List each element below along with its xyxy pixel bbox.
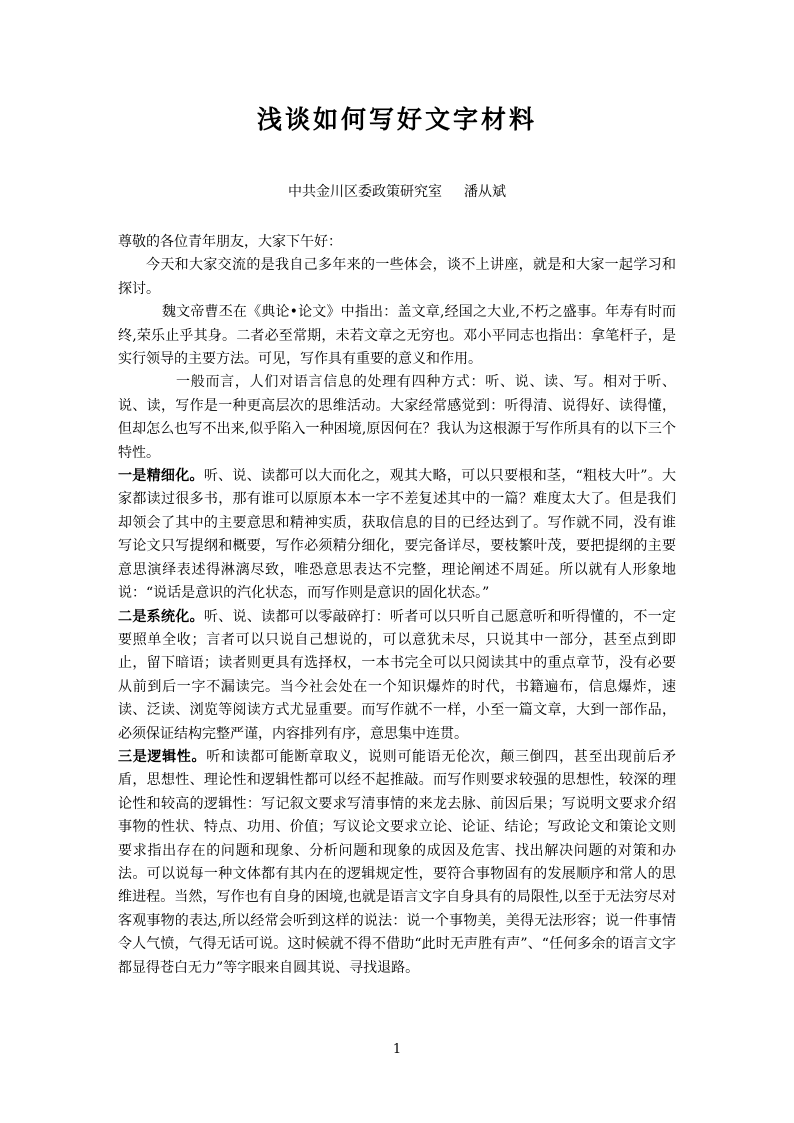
- intro-paragraph: 今天和大家交流的是我自己多年来的一些体会，谈不上讲座，就是和大家一起学习和探讨。: [118, 257, 676, 297]
- point-two-text: 听、说、读都可以零敲碎打：听者可以只听自己愿意听和听得懂的，不一定要照单全收；言者可以只说自己想说的，可以意犹未尽，只说其中一部分，甚至点到即止，留下暗语；读者则更具有选择权，一本书完全可以只阅读其中的重点章节，没有必要从前到后一字不漏读完。当今社会处在一个知识爆炸的时代，书籍遍布，信息爆炸，速读、泛读、浏览等阅读方式尤显重要。而写作就不一样，小至一篇文章，大到一部作品，必须保证结构完整严谨，内容排列有序，意思集中连贯。: [118, 608, 677, 742]
- page-number: 1: [392, 1042, 402, 1057]
- point-one-text: 听、说、读都可以大而化之，观其大略，可以只要根和茎，“粗枝大叶”。大家都读过很多书，那有谁可以原原本本一字不差复述其中的一篇？难度太大了。但是我们却领会了其中的主要意思和精神实质，获取信息的目的已经达到了。写作就不同，没有谁写论文只写提纲和概要，写作必须精分细化，要完备详尽，要枝繁叶茂，要把提纲的主要意思演绎表述得淋漓尽致，唯恐意思表达不完整，理论阐述不周延。所以就有人形象地说：“说话是意识的汽化状态，而写作则是意识的固化状态。”: [118, 468, 677, 602]
- document-title: 浅谈如何写好文字材料: [256, 105, 537, 134]
- point-one-paragraph: [118, 465, 676, 605]
- quote-paragraph: 魏文帝曹丕在《典论•论文》中指出：盖文章,经国之大业,不朽之盛事。年寿有时而终,荣乐止乎其身。二者必至常期，未若文章之无穷也。邓小平同志也指出：拿笔杆子，是实行领导的主要方法。可见，写作具有重要的意义和作用。: [118, 304, 676, 368]
- author-line: [0, 182, 794, 202]
- document-body: [118, 231, 676, 980]
- point-two-paragraph: [118, 606, 676, 746]
- author-name: 潘从斌: [464, 184, 506, 200]
- point-three-paragraph: [118, 746, 676, 980]
- point-three-text: 听和读都可能断章取义，说则可能语无伦次，颠三倒四，甚至出现前后矛盾，思想性、理论性和逻辑性都可以经不起推敲。而写作则要求较强的思想性，较深的理论性和较高的逻辑性：写记叙文要求写清事情的来龙去脉、前因后果；写说明文要求介绍事物的性状、特点、功用、价值；写议论文要求立论、论证、结论；写政论文和策论文则要求指出存在的问题和现象、分析问题和现象的成因及危害、找出解决问题的对策和办法。可以说每一种文体都有其内在的逻辑规定性，要符合事物固有的发展顺序和常人的思维进程。当然，写作也有自身的困境,也就是语言文字自身具有的局限性,以至于无法穷尽对客观事物的表达,所以经常会听到这样的说法：说一个事物美，美得无法形容；说一件事情令人气愤，气得无话可说。这时候就不得不借助“此时无声胜有声”、“任何多余的语言文字都显得苍白无力”等字眼来自圆其说、寻找退路。: [118, 748, 677, 976]
- point-two-heading: 二是系统化。: [118, 608, 204, 625]
- author-organization: 中共金川区委政策研究室: [288, 184, 442, 200]
- general-paragraph: 一般而言，人们对语言信息的处理有四种方式：听、说、读、写。相对于听、说、读，写作是一种更高层次的思维活动。大家经常感觉到：听得清、说得好、读得懂，但却怎么也写不出来,似乎陷入一种困境,原因何在？我认为这根源于写作所具有的以下三个特性。: [118, 374, 676, 461]
- point-three-heading: 三是逻辑性。: [118, 748, 207, 765]
- point-one-heading: 一是精细化。: [118, 468, 204, 485]
- salutation-paragraph: 尊敬的各位青年朋友，大家下午好：: [118, 234, 342, 250]
